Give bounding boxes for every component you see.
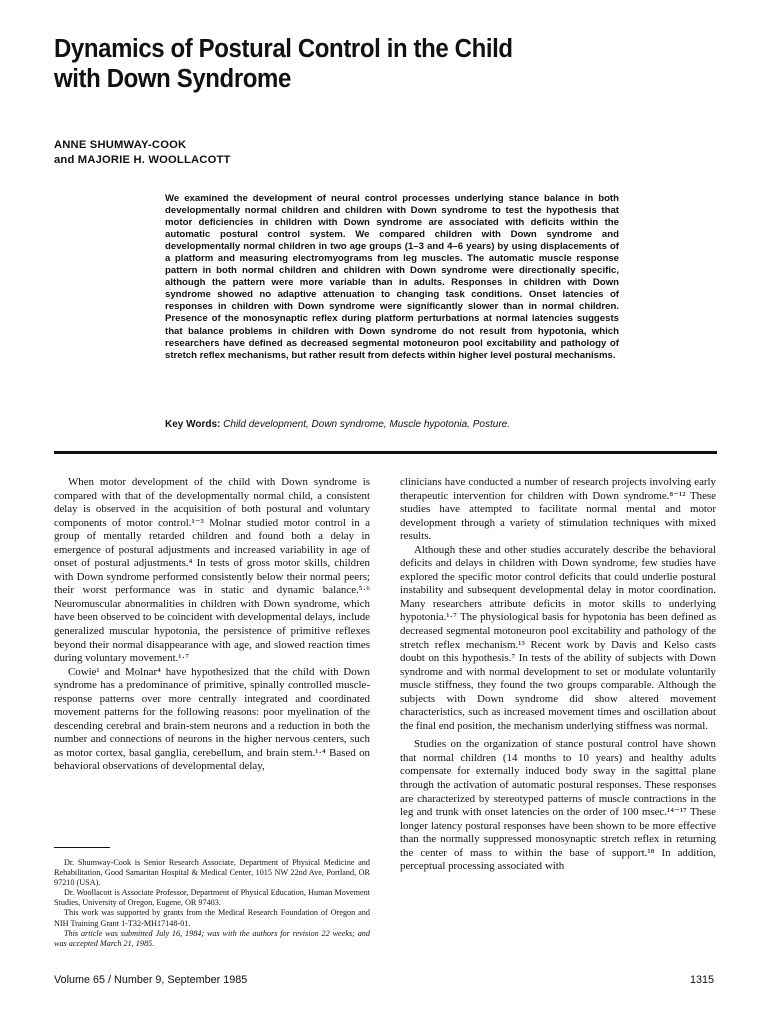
section-divider <box>54 451 717 454</box>
journal-issue: Volume 65 / Number 9, September 1985 <box>54 974 248 986</box>
footnotes <box>54 858 370 949</box>
keywords-list: Child development, Down syndrome, Muscle hypotonia, Posture. <box>223 419 510 430</box>
body-paragraph: Studies on the organization of stance postural control have shown that normal children (14 months to 10 years) and healthy adults compensate for externally induced body sway in the sagittal plane through the activation of automatic postural responses. These responses are characterized by stereotyped patterns of muscle contractions in the leg and trunk with onset latencies on the order of 100 msec.¹⁴⁻¹⁷ These longer latency postural responses have been shown to be more effective than the normally suppressed monosynaptic stretch reflex in returning the center of mass to within the base of support.¹⁸ In addition, perceptual processing associated with <box>400 738 716 873</box>
footnote: Dr. Woollacott is Associate Professor, Department of Physical Education, Human Movement Studies, University of Oregon, Eugene, OR 97403. <box>54 888 370 908</box>
keywords <box>165 418 645 431</box>
footnote: Dr. Shumway-Cook is Senior Research Associate, Department of Physical Medicine and Rehabilitation, Good Samaritan Hospital & Medical Center, 1015 NW 22nd Ave, Portland, OR 97210 (USA). <box>54 858 370 888</box>
article-title <box>54 34 656 94</box>
body-paragraph: Cowie¹ and Molnar⁴ have hypothesized that the child with Down syndrome has a predominance of primitive, spinally controlled muscle-response patterns over more centrally integrated and coordinated movement patterns for the following reasons: poor myelination of the descending cerebral and brain-stem neurons and a reduction in both the number and connections of neurons in the higher nervous centers, such as motor cortex, basal ganglia, cerebellum, and brain stem.¹·⁴ Based on behavioral observations of developmental delay, <box>54 665 370 773</box>
abstract: We examined the development of neural control processes underlying stance balance in both developmentally normal children and children with Down syndrome to test the hypothesis that motor deficiencies in children with Down syndrome are associated with deficits within the automatic postural control system. We compared children with Down syndrome and developmentally normal children in two age groups (1–3 and 4–6 years) by using displacements of a platform and measuring electromyograms from leg muscles. The automatic muscle response pattern in both normal children and children with Down syndrome were directionally specific, although the pattern were more variable than in adults. Responses in children with Down syndrome showed no adaptive attenuation to changing task conditions. Onset latencies of responses in children with Down syndrome were significantly slower than in normal children. Presence of the monosynaptic reflex during platform perturbations at normal latencies suggests that balance problems in children with Down syndrome do not result from hypotonia, which researchers have defined as decreased segmental motoneuron pool excitability and pathology of stretch reflex mechanisms, but rather result from defects within higher level postural mechanisms. <box>165 193 619 361</box>
footnote: This work was supported by grants from the Medical Research Foundation of Oregon and NIH Training Grant 1-T32-MH17148-01. <box>54 908 370 928</box>
body-column-right <box>400 476 716 874</box>
body-paragraph: Although these and other studies accurately describe the behavioral deficits and delays in children with Down syndrome, few studies have explored the specific motor control deficits that could underlie postural instability and subsequent developmental delay in motor coordination. Many researchers attribute deficits in motor skills to underlying hypotonia.¹·⁷ The physiological basis for hypotonia has been defined as decreased segmental motoneuron pool excitability and pathology of the stretch reflex mechanism.¹³ Recent work by Davis and Kelso casts doubt on this hypothesis.⁷ In tests of the ability of subjects with Down syndrome and with normal development to set or modulate voluntarily muscle stiffness, they found the two groups comparable. Although the subjects with Down syndrome did show altered movement characteristics, such as increased movement times and oscillation about the final end position, the mechanism underlying stiffness was normal. <box>400 543 716 732</box>
body-paragraph: clinicians have conducted a number of research projects involving early therapeutic intervention for children with Down syndrome.⁸⁻¹² These studies have attempted to facilitate normal mental and motor development through a variety of stimulation techniques with mixed results. <box>400 476 716 543</box>
author-list <box>54 138 231 168</box>
keywords-label: Key Words: <box>165 419 221 430</box>
body-column-left <box>54 476 370 774</box>
author-line-2: and MAJORIE H. WOOLLACOTT <box>54 154 231 166</box>
page-number: 1315 <box>690 974 715 986</box>
author-line-1: ANNE SHUMWAY-COOK <box>54 139 187 151</box>
body-paragraph: When motor development of the child with Down syndrome is compared with that of the developmentally normal child, a consistent delay is observed in the acquisition of both postural and voluntary components of motor control.¹⁻³ Molnar studied motor control in a group of mentally retarded children and found both a delay in emergence of postural adjustments and increased variability in age of onset of postural adjustments.⁴ In tests of gross motor skills, children with Down syndrome performed consistently below their normal peers; their worst performance was in static and dynamic balance.⁵·⁶ Neuromuscular abnormalities in children with Down syndrome, which have been observed to be coincident with developmental delays, include generalized muscular hypotonia, the persistence of primitive reflexes beyond their normal disappearance with age, and slowed reaction times during voluntary movement.¹·⁷ <box>54 476 370 665</box>
footnote-divider <box>54 847 110 848</box>
title-line-1: Dynamics of Postural Control in the Child <box>54 35 513 63</box>
footnote: This article was submitted July 16, 1984; was with the authors for revision 22 weeks; and was accepted March 21, 1985. <box>54 928 370 948</box>
title-line-2: with Down Syndrome <box>54 65 291 93</box>
